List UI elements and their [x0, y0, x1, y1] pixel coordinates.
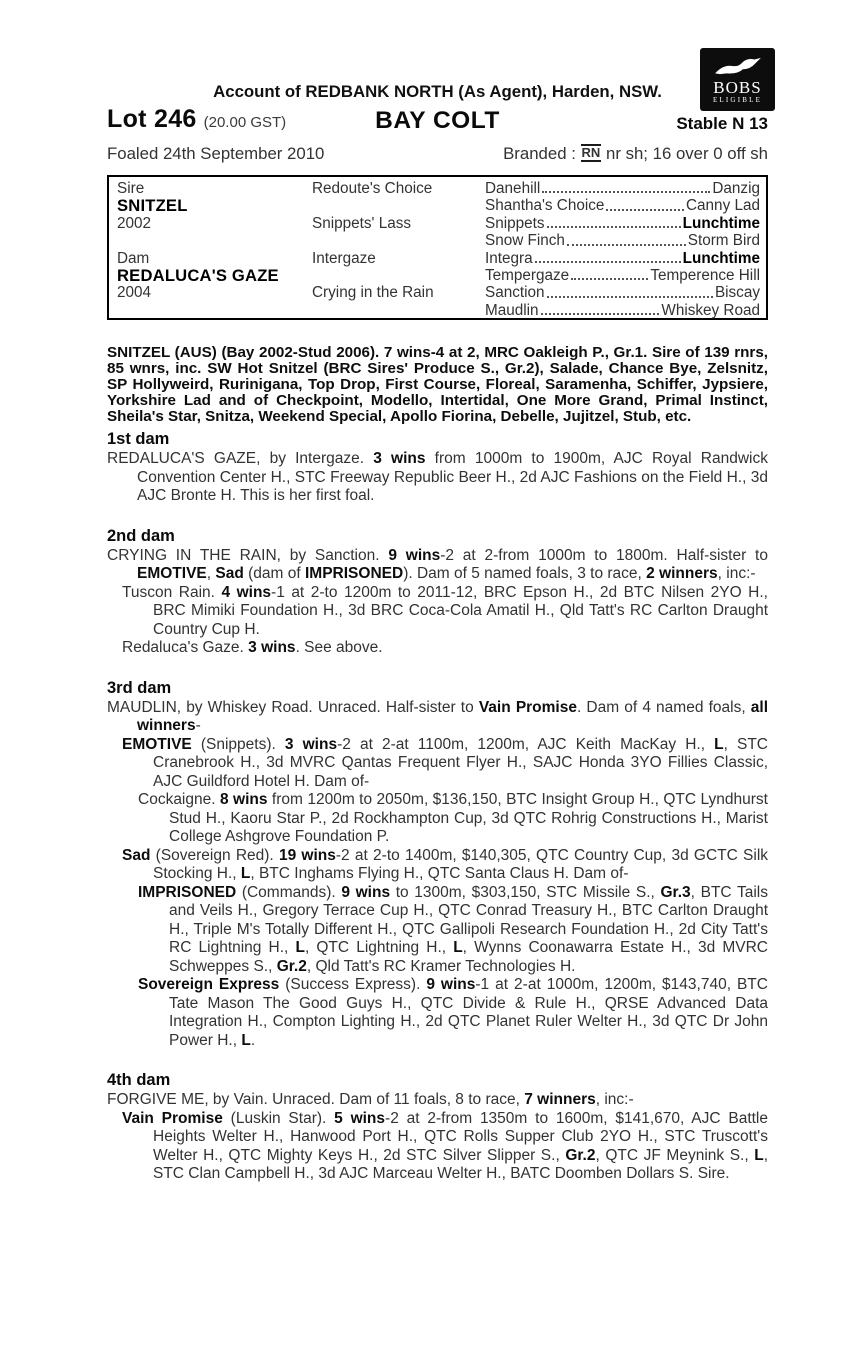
pedigree-paragraph: [107, 884, 768, 977]
pedigree-paragraph: [107, 791, 768, 847]
ancestor-dam: Danzig: [712, 179, 760, 197]
ancestor-dam: Lunchtime: [682, 214, 760, 232]
bold-text: IMPRISONED: [138, 883, 237, 901]
ancestor-dam: Lunchtime: [682, 249, 760, 267]
dot-leader: [547, 226, 681, 228]
pedigree-ancestor-row: [485, 284, 760, 301]
pedigree-cell: [312, 302, 485, 319]
ancestor-dam: Temperence Hill: [650, 266, 760, 284]
text: , Qld Tatt's RC Kramer Technologies H.: [306, 957, 576, 975]
bold-text: 3 wins: [284, 735, 338, 753]
pedigree-cell: Dam: [117, 249, 150, 267]
foaled-date: Foaled 24th September 2010: [107, 144, 325, 163]
ancestor-sire: Sanction: [485, 284, 545, 302]
bobs-logo-subtitle: ELIGIBLE: [712, 96, 763, 104]
bold-text: 5 wins: [334, 1109, 386, 1127]
pedigree-cell: SNITZEL: [117, 196, 188, 216]
pedigree-ancestor-row: [485, 302, 760, 319]
ancestor-dam: Storm Bird: [687, 232, 760, 250]
text: -1 at 2-at 1000m, 1200m, $143,740, BTC Tate Mason The Good Guys H., QTC Divide & Rule H., QRSE Advanced Data Integration H., Compton Lighting H., 2d QTC Planet Ruler Welter H., 3d QTC Dr John Power H.,: [169, 976, 768, 1049]
catalogue-text: [107, 345, 768, 1184]
bold-text: 7 winners: [524, 1091, 596, 1108]
text: , Wynns Coonawarra Estate H., 3d MVRC Schweppes S.,: [169, 939, 768, 975]
pedigree-paragraph: [107, 1110, 768, 1184]
text: (Luskin Star).: [222, 1109, 335, 1127]
pedigree-ancestor-row: [485, 215, 760, 232]
bold-text: 3 wins: [373, 450, 426, 467]
account-line: Account of REDBANK NORTH (As Agent), Harden, NSW.: [213, 82, 662, 101]
lot-gst: (20.00 GST): [203, 114, 287, 131]
dam-section-heading: 4th dam: [107, 1071, 171, 1089]
pedigree-cell: [117, 302, 312, 319]
text: , inc:-: [717, 565, 756, 582]
text: -2 at 2-from 1350m to 1600m, $141,670, AJC Battle Heights Welter H., Hanwood Port H., QTC Rolls Supper Club 2YO H., STC Truscott's Welter H., QTC Mighty Keys H., 2d STC Silver Slipper S.,: [153, 1109, 769, 1164]
pedigree-column-grandparents: [312, 180, 485, 319]
pedigree-paragraph: [107, 584, 768, 640]
bold-text: all winners: [137, 698, 768, 734]
text: Cockaigne.: [138, 791, 220, 808]
bold-text: 2 winners: [646, 565, 718, 582]
pedigree-ancestor-row: [485, 267, 760, 284]
pedigree-paragraph: [107, 736, 768, 792]
text: , STC Cranebrook H., 3d MVRC Qantas Frequent Flyer H., SAJC Honda 3YO Fillies Classic, AJC Guildford Hotel H. Dam of-: [153, 735, 768, 790]
pedigree-paragraph: [107, 699, 768, 736]
text: (Success Express).: [279, 976, 427, 993]
bold-text: 9 wins: [388, 546, 441, 564]
ancestor-dam: Biscay: [714, 284, 760, 302]
dam-section-heading: 1st dam: [107, 430, 170, 448]
text: .: [250, 1031, 256, 1049]
text: from 1200m to 2050m, $136,150, BTC Insight Group H., QTC Lyndhurst Stud H., Kaoru Star P., 2d Rockhampton Cup, 3d QTC Rohrig Constructions H., Marist College Ashgrove Foundation P.: [169, 791, 768, 845]
dam-section-heading: 3rd dam: [107, 678, 172, 697]
sire-summary: [107, 345, 768, 425]
pedigree-paragraph: [107, 639, 768, 658]
text: Tuscon Rain.: [122, 583, 222, 601]
ancestor-dam: Canny Lad: [686, 197, 760, 215]
text: from 1000m to 1900m, AJC Royal Randwick Convention Center H., STC Freeway Republic Beer H., 2d AJC Fashions on the Field H., 3d AJC Bronte H. This is her first foal.: [137, 450, 768, 504]
dot-leader: [567, 244, 686, 246]
lot-number: Lot 246: [107, 105, 197, 133]
bobs-logo-name: BOBS: [713, 78, 762, 97]
ancestor-sire: Maudlin: [485, 301, 539, 319]
text: ). Dam of 5 named foals, 3 to race,: [403, 565, 647, 582]
dot-leader: [547, 296, 713, 298]
pedigree-ancestor-row: [485, 180, 760, 197]
pedigree-cell: 2002: [117, 214, 152, 232]
text: (dam of: [243, 565, 305, 582]
pedigree-column-ancestors: [485, 180, 760, 319]
pedigree-cell: 2004: [117, 284, 152, 302]
bold-text: Vain Promise: [122, 1109, 223, 1127]
pedigree-cell: [312, 232, 485, 249]
dot-leader: [535, 261, 681, 263]
text: -: [195, 717, 201, 734]
text: -2 at 2-to 1400m, $140,305, QTC Country Cup, 3d GCTC Silk Stocking H.,: [153, 846, 769, 882]
text: (Commands).: [236, 883, 342, 901]
text: , inc:-: [595, 1091, 634, 1108]
bold-text: Gr.2: [276, 957, 307, 975]
text: , QTC JF Meynink S.,: [595, 1146, 755, 1164]
pedigree-ancestor-row: [485, 232, 760, 249]
text: MAUDLIN, by Whiskey Road. Unraced. Half-sister to: [107, 698, 479, 716]
ancestor-sire: Danehill: [485, 179, 541, 197]
bold-text: L: [714, 735, 724, 753]
bold-text: L: [453, 939, 463, 956]
text: REDALUCA'S GAZE, by Intergaze.: [107, 450, 374, 467]
ancestor-sire: Integra: [485, 249, 533, 267]
text: , BTC Tails and Veils H., Gregory Terrace Cup H., QTC Conrad Treasury H., BTC Carlton Draught H., Triple M's Totally Different H., QTC Gallipoli Research Foundation H., 2d City Tatt's RC Lightning H.,: [169, 883, 768, 956]
dam-sections: [107, 430, 768, 1184]
bold-text: EMOTIVE: [122, 735, 192, 753]
text: -1 at 2-to 1200m to 2011-12, BRC Epson H., 2d BTC Nilsen 2YO H., BRC Mimiki Foundation H., 3d BRC Coca-Cola Amatil H., Qld Tatt's RC Carlton Draught Country Cup H.: [153, 583, 768, 638]
pedigree-cell: Sire: [117, 180, 145, 197]
bold-text: 19 wins: [278, 846, 336, 864]
bold-text: Gr.3: [660, 883, 691, 901]
text: , QTC Lightning H.,: [304, 939, 454, 956]
ancestor-dam: Whiskey Road: [661, 301, 760, 319]
horse-sex-title: BAY COLT: [375, 107, 500, 134]
ancestor-sire: Snow Finch: [485, 232, 565, 250]
text: SNITZEL (AUS) (Bay 2002-Stud 2006). 7 wins-4 at 2, MRC Oakleigh P., Gr.1. Sire of 139 rnrs, 85 wnrs, inc. SW Hot Snitzel (BRC Sires' Produce S., Gr.2), Salade, Chance Bye, Zelsnitz, SP Hollyweird, Rurinigana, Top Drop, First Course, Floreal, Saramenha, Schiffer, Jypsiere, Yorkshire Lad and of Checkpoint, Modello, Intertidal, One More Grand, Primal Instinct, Sheila's Star, Snitza, Weekend Special, Apollo Fiorina, Debelle, Jujitzel, Stub, etc.: [107, 344, 768, 425]
pedigree-paragraph: [107, 450, 768, 506]
pedigree-ancestor-row: [485, 250, 760, 267]
pedigree-cell: Snippets' Lass: [312, 214, 412, 232]
text: ,: [206, 565, 216, 582]
text: , STC Clan Campbell H., 3d AJC Marceau Welter H., BATC Doomben Dollars S. Sire.: [153, 1146, 768, 1182]
text: -2 at 2-at 1100m, 1200m, AJC Keith MacKay H.,: [337, 735, 715, 753]
bold-text: 8 wins: [219, 791, 268, 808]
brand-description: [503, 144, 768, 164]
text: . See above.: [295, 639, 383, 656]
ancestor-sire: Snippets: [485, 214, 545, 232]
bold-text: 4 wins: [221, 583, 272, 601]
text: CRYING IN THE RAIN, by Sanction.: [107, 546, 389, 564]
bold-text: Sad: [215, 565, 244, 582]
text: FORGIVE ME, by Vain. Unraced. Dam of 11 foals, 8 to race,: [107, 1091, 525, 1108]
pedigree-table: [107, 175, 768, 320]
dot-leader: [541, 313, 660, 315]
bold-text: L: [754, 1146, 764, 1164]
text: . Dam of 4 named foals,: [576, 698, 751, 716]
bold-text: EMOTIVE: [137, 565, 207, 582]
bold-text: 9 wins: [341, 883, 391, 901]
pedigree-cell: [117, 232, 312, 249]
bold-text: IMPRISONED: [305, 565, 404, 582]
bold-text: Vain Promise: [478, 698, 577, 716]
dam-section-heading: 2nd dam: [107, 526, 175, 545]
pedigree-paragraph: [107, 847, 768, 884]
lot-header-row: [107, 105, 768, 139]
pedigree-cell: [312, 197, 485, 214]
pedigree-column-parents: [117, 180, 312, 319]
pedigree-cell: [312, 267, 485, 284]
pedigree-paragraph: [107, 1091, 768, 1110]
bold-text: Sad: [122, 846, 151, 864]
pedigree-paragraph: [107, 976, 768, 1050]
text: -2 at 2-from 1000m to 1800m. Half-sister to: [440, 546, 768, 564]
text: (Sovereign Red).: [150, 846, 279, 864]
text: (Snippets).: [191, 735, 285, 753]
branded-suffix: nr sh; 16 over 0 off sh: [601, 144, 768, 163]
brand-mark: RN: [581, 145, 601, 160]
bold-text: 9 wins: [426, 976, 476, 993]
horse-icon: [712, 57, 764, 80]
bold-text: Sovereign Express: [138, 976, 280, 993]
stable-number: Stable N 13: [676, 114, 768, 133]
pedigree-cell: Redoute's Choice: [312, 180, 433, 197]
text: to 1300m, $303,150, STC Missile S.,: [390, 883, 661, 901]
dot-leader: [606, 209, 684, 211]
dot-leader: [571, 278, 648, 280]
pedigree-cell: REDALUCA'S GAZE: [117, 265, 279, 285]
pedigree-cell: Crying in the Rain: [312, 284, 434, 302]
bold-text: L: [240, 865, 251, 882]
text: , BTC Inghams Flying H., QTC Santa Claus H. Dam of-: [250, 865, 629, 882]
branded-prefix: Branded :: [503, 144, 581, 163]
pedigree-cell: Intergaze: [312, 249, 376, 267]
bold-text: Gr.2: [565, 1146, 596, 1164]
text: Redaluca's Gaze.: [122, 639, 249, 656]
bold-text: L: [241, 1031, 251, 1049]
ancestor-sire: Tempergaze: [485, 266, 570, 284]
ancestor-sire: Shantha's Choice: [485, 197, 605, 215]
pedigree-paragraph: [107, 547, 768, 584]
pedigree-ancestor-row: [485, 197, 760, 214]
bold-text: 3 wins: [248, 639, 296, 656]
dot-leader: [542, 191, 710, 193]
bold-text: L: [295, 939, 305, 956]
